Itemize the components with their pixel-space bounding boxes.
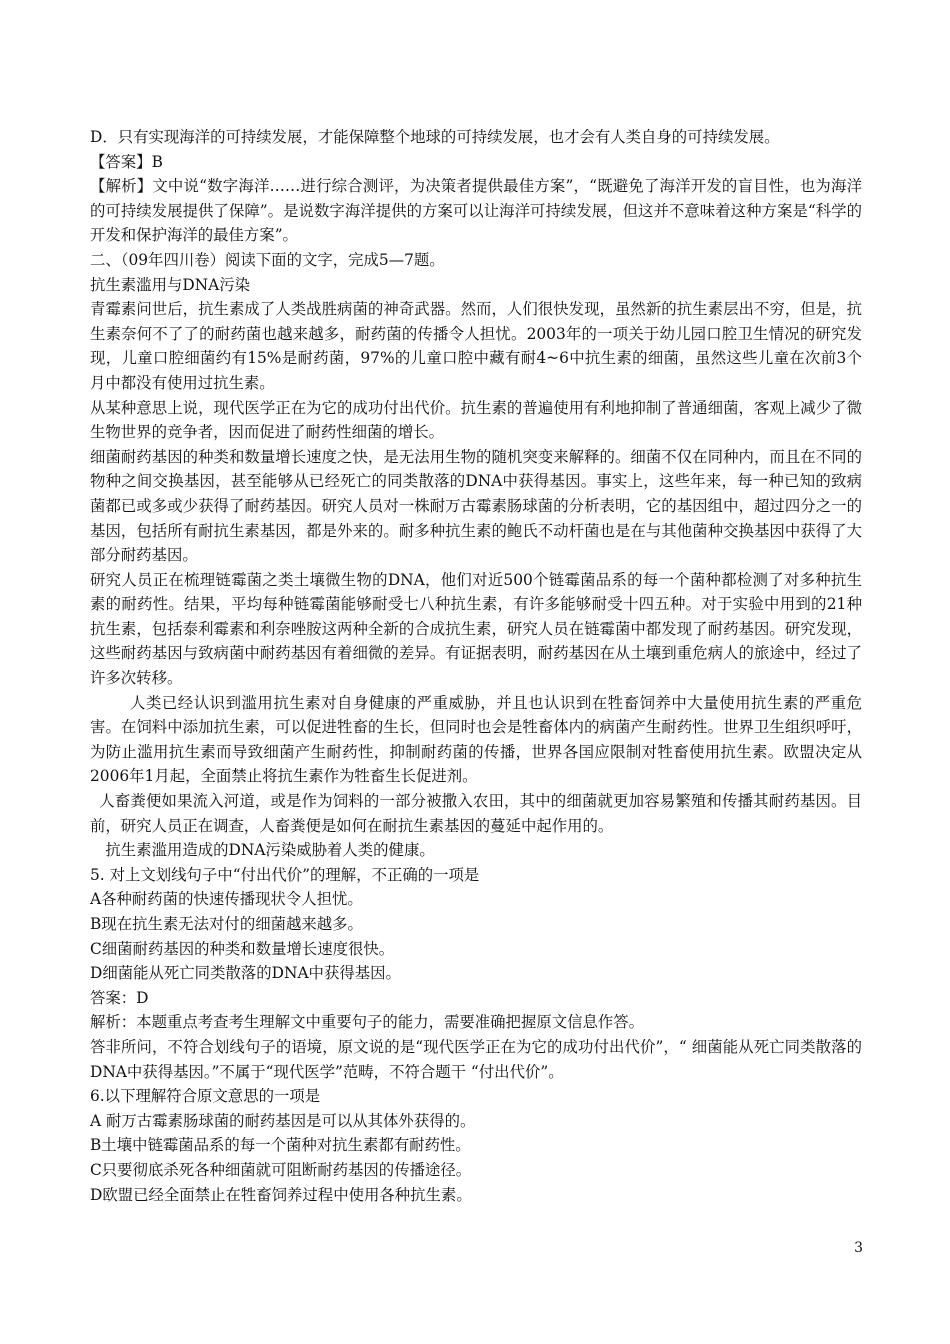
article-title: 抗生素滥用与DNA污染 [90,275,251,294]
section-heading: 二、（09年四川卷）阅读下面的文字，完成5—7题。 [90,250,445,269]
article-paragraph-3: 细菌耐药基因的种类和数量增长速度之快，是无法用生物的随机突变来解释的。细菌不仅在同种内，而且在不同的物种之间交换基因，甚至能够从已经死亡的同类散落的DNA中获得基因。事实上，这些年来，每一种已知的致病菌都已或多或少获得了耐药基因。研究人员对一株耐万古霉素肠球菌的分析表明，它的基因组中，超过四分之一的基因，包括所有耐抗生素基因，都是外来的。耐多种抗生素的鲍氏不动杆菌也是在与其他菌种交换基因中获得了大部分耐药基因。 [90,447,862,565]
question-6-option-a: A 耐万古霉素肠球菌的耐药基因是可以从其体外获得的。 [90,1111,476,1130]
article-paragraph-5: 人类已经认识到滥用抗生素对自身健康的严重威胁，并且也认识到在牲畜饲养中大量使用抗生素的严重危害。在饲料中添加抗生素，可以促进牲畜的生长，但同时也会是牲畜体内的病菌产生耐药性。世界卫生组织呼吁，为防止滥用抗生素而导致细菌产生耐药性，抑制耐药菌的传播，世界各国应限制对牲畜使用抗生素。欧盟决定从2006年1月起，全面禁止将抗生素作为牲畜生长促进剂。 [90,693,862,786]
question-5-analysis-1: 解析：本题重点考查考生理解文中重要句子的能力，需要准确把握原文信息作答。 [90,1013,645,1032]
page-content [90,125,862,1207]
question-6-option-b: B土壤中链霉菌品系的每一个菌种对抗生素都有耐药性。 [90,1136,471,1155]
question-5-option-c: C细菌耐药基因的种类和数量增长速度很快。 [90,939,395,958]
article-paragraph-4: 研究人员正在梳理链霉菌之类土壤微生物的DNA，他们对近500个链霉菌品系的每一个菌种都检测了对多种抗生素的耐药性。结果，平均每种链霉菌能够耐受七八种抗生素，有许多能够耐受十四五种。对于实验中用到的21种抗生素，包括泰利霉素和利奈唑胺这两种全新的合成抗生素，研究人员在链霉菌中都发现了耐药基因。研究发现，这些耐药基因与致病菌中耐药基因有着细微的差异。有证据表明，耐药基因在从土壤到重危病人的旅途中，经过了许多次转移。 [90,570,862,688]
question-5-option-a: A各种耐药菌的快速传播现状令人担忧。 [90,890,363,909]
option-d-previous: D．只有实现海洋的可持续发展，才能保障整个地球的可持续发展，也才会有人类自身的可持续发展。 [90,128,780,146]
question-5-option-d: D细菌能从死亡同类散落的DNA中获得基因。 [90,964,401,983]
question-5-answer: 答案：D [90,988,149,1007]
article-paragraph-7: 抗生素滥用造成的DNA污染威胁着人类的健康。 [105,841,435,860]
question-5-option-b: B现在抗生素无法对付的细菌越来越多。 [90,915,363,933]
question-6-option-c: C只要彻底杀死各种细菌就可阻断耐药基因的传播途径。 [90,1160,472,1179]
question-6-stem: 6.以下理解符合原文意思的一项是 [90,1087,321,1106]
analysis-previous: 【解析】文中说“数字海洋……进行综合测评，为决策者提供最佳方案”，“既避免了海洋开发的盲目性，也为海洋的可持续发展提供了保障”。是说数字海洋提供的方案可以让海洋可持续发展，但这并不意味着这种方案是“科学的开发和保护海洋的最佳方案”。 [90,177,862,245]
article-paragraph-2: 从某种意思上说，现代医学正在为它的成功付出代价。抗生素的普遍使用有利地抑制了普通细菌，客观上减少了微生物世界的竞争者，因而促进了耐药性细菌的增长。 [90,398,862,442]
question-5-analysis-2: 答非所问，不符合划线句子的语境，原文说的是“现代医学正在为它的成功付出代价”，“ 细菌能从死亡同类散落的DNA中获得基因。”不属于“现代医学”范畴，不符合题干 “付出代价”。 [90,1037,862,1081]
article-paragraph-1: 青霉素问世后，抗生素成了人类战胜病菌的神奇武器。然而，人们很快发现，虽然新的抗生素层出不穷，但是，抗生素奈何不了了的耐药菌也越来越多，耐药菌的传播令人担忧。2003年的一项关于幼儿园口腔卫生情况的研究发现，儿童口腔细菌约有15%是耐药菌，97%的儿童口腔中藏有耐4~6中抗生素的细菌，虽然这些儿童在次前3个月中都没有使用过抗生素。 [90,300,862,392]
answer-previous: 【答案】B [90,152,163,171]
page-number: 3 [854,1240,863,1256]
question-6-option-d: D欧盟已经全面禁止在牲畜饲养过程中使用各种抗生素。 [90,1185,472,1204]
article-paragraph-6: 人畜粪便如果流入河道，或是作为饲料的一部分被撒入农田，其中的细菌就更加容易繁殖和传播其耐药基因。目前，研究人员正在调查，人畜粪便是如何在耐抗生素基因的蔓延中起作用的。 [90,792,862,835]
question-5-stem: 5. 对上文划线句子中“付出代价”的理解，不正确的一项是 [90,865,480,884]
